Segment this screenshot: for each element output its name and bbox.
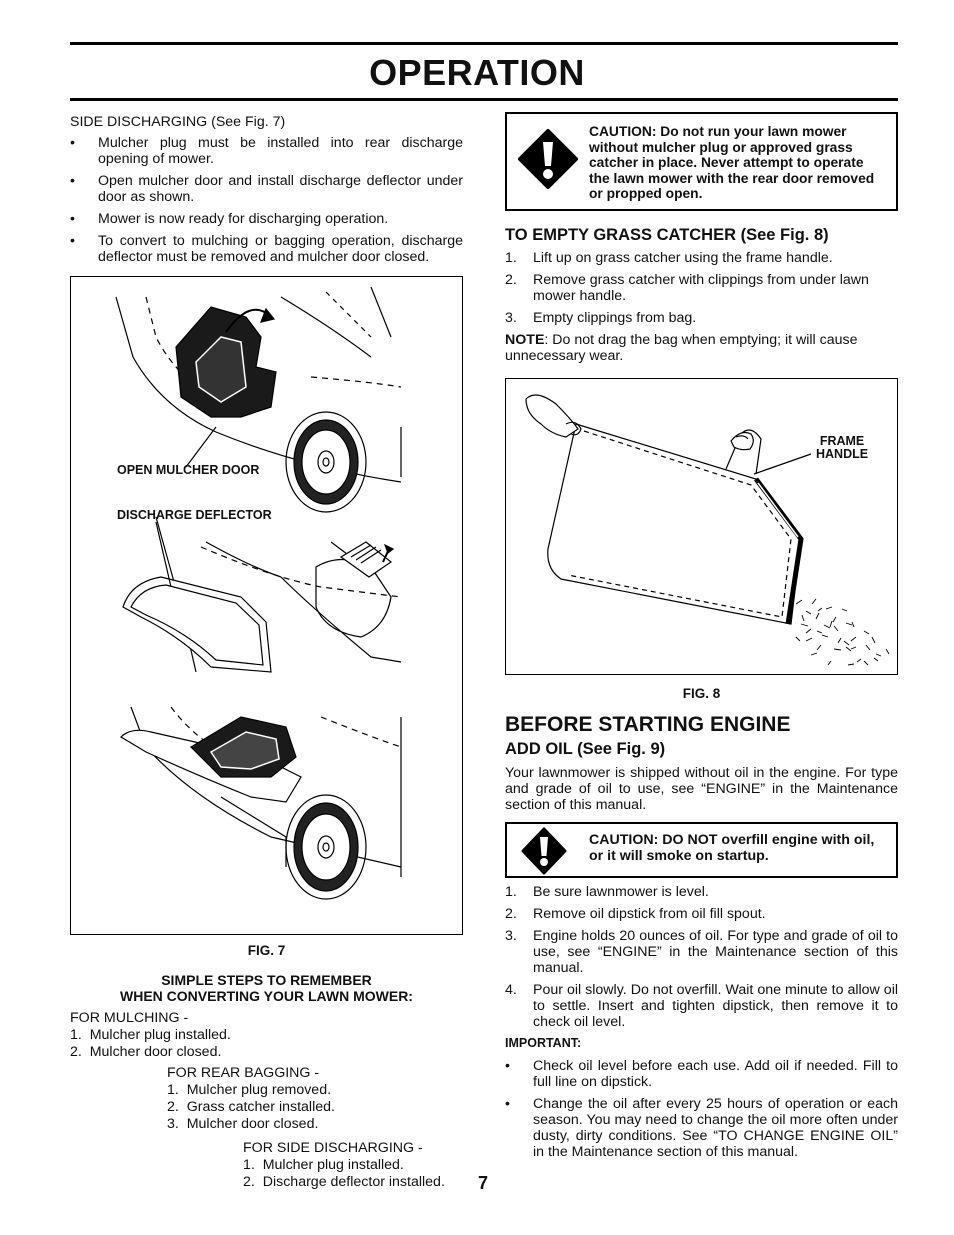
bullet-icon: •	[505, 1096, 510, 1112]
side-discharging-section	[70, 114, 463, 271]
bullet-icon: •	[70, 233, 75, 249]
list-item: 2. Discharge deflector installed.	[243, 1174, 445, 1190]
list-item: 3. Empty clippings from bag.	[505, 310, 697, 326]
bullet-item: • Check oil level before each use. Add oil if needed. Fill to full line on dipstick.	[505, 1058, 898, 1090]
discharging-heading: FOR SIDE DISCHARGING -	[243, 1140, 423, 1156]
list-item: 3. Mulcher door closed.	[167, 1116, 319, 1132]
list-item: 1. Lift up on grass catcher using the frame handle.	[505, 250, 833, 266]
mulching-steps	[70, 1010, 231, 1061]
figure-8-caption: FIG. 8	[682, 686, 721, 701]
list-item: 2. Grass catcher installed.	[167, 1099, 335, 1115]
bullet-item: • Mower is now ready for discharging operation.	[70, 211, 389, 227]
label-frame-handle	[816, 435, 868, 461]
mower-illustration	[71, 277, 461, 933]
warning-icon	[517, 128, 579, 194]
page-number: 7	[478, 1173, 489, 1193]
list-item: 4. Pour oil slowly. Do not overfill. Wait one minute to allow oil to settle. Insert and tighten dipstick, then remove it to check oil level.	[505, 982, 898, 1030]
steps-title-line-2: WHEN CONVERTING YOUR LAWN MOWER:	[120, 988, 413, 1004]
page-title: OPERATION	[369, 52, 585, 93]
list-item: 1. Mulcher plug installed.	[243, 1157, 404, 1173]
steps-title	[70, 972, 463, 1004]
bagging-heading: FOR REAR BAGGING -	[167, 1065, 320, 1081]
add-oil-heading: ADD OIL (See Fig. 9)	[505, 740, 666, 758]
list-item: 3. Engine holds 20 ounces of oil. For type and grade of oil to use, see “ENGINE” in the Maintenance section of this manual.	[505, 928, 898, 976]
bullet-icon: •	[505, 1058, 510, 1074]
label-open-mulcher-door: OPEN MULCHER DOOR	[117, 463, 260, 477]
add-oil-paragraph: Your lawnmower is shipped without oil in the engine. For type and grade of oil to use, see “ENGINE” in the Maintenance section of this manual.	[505, 765, 898, 813]
label-discharge-deflector: DISCHARGE DEFLECTOR	[117, 508, 272, 522]
figure-8	[505, 378, 898, 675]
note-text: : Do not drag the bag when emptying; it will cause unnecessary wear.	[505, 332, 858, 364]
list-item: 1. Mulcher plug installed.	[70, 1027, 231, 1043]
list-item: 2. Remove oil dipstick from oil fill spout.	[505, 906, 766, 922]
list-item: 2. Remove grass catcher with clippings from under lawn mower handle.	[505, 272, 869, 304]
bullet-icon: •	[70, 173, 75, 189]
caution-text-1: CAUTION: Do not run your lawn mower without mulcher plug or approved grass catcher in place. Never attempt to operate the lawn mower with the rear door removed or propped open.	[589, 124, 875, 201]
list-item: 1. Be sure lawnmower is level.	[505, 884, 709, 900]
discharging-steps	[243, 1140, 445, 1191]
header-rule-bottom	[70, 98, 898, 101]
label-handle: HANDLE	[816, 447, 869, 461]
bullet-item: • To convert to mulching or bagging operation, discharge deflector must be removed and mulcher door closed.	[70, 233, 463, 265]
grass-catcher-illustration	[506, 379, 896, 673]
list-item: 1. Mulcher plug removed.	[167, 1082, 332, 1098]
before-starting-heading: BEFORE STARTING ENGINE	[505, 713, 791, 736]
bagging-steps	[167, 1065, 335, 1133]
warning-icon	[521, 827, 567, 875]
empty-catcher-heading: TO EMPTY GRASS CATCHER (See Fig. 8)	[505, 226, 829, 244]
note-label: NOTE	[505, 332, 545, 348]
important-label: IMPORTANT:	[505, 1036, 582, 1050]
caution-text-2: CAUTION: DO NOT overfill engine with oil, or it will smoke on startup.	[589, 832, 875, 864]
caution-box-2	[505, 822, 898, 878]
bullet-item: • Open mulcher door and install discharge deflector under door as shown.	[70, 173, 463, 205]
empty-catcher-section	[505, 226, 898, 364]
steps-title-line-1: SIMPLE STEPS TO REMEMBER	[161, 972, 372, 988]
figure-7-caption: FIG. 7	[247, 943, 286, 958]
bullet-icon: •	[70, 211, 75, 227]
bullet-icon: •	[70, 135, 75, 151]
before-starting-section	[505, 713, 898, 813]
caution-box-1	[505, 112, 898, 211]
figure-7	[70, 276, 463, 935]
list-item: 2. Mulcher door closed.	[70, 1044, 222, 1060]
bullet-item: • Change the oil after every 25 hours of operation or each season. You may need to change the oil more often under dusty, dirty conditions. See “TO CHANGE ENGINE OIL” in the Maintenance section of this manual.	[505, 1096, 898, 1160]
header-rule-top	[70, 42, 898, 45]
label-frame: FRAME	[819, 434, 865, 448]
oil-steps-section	[505, 884, 898, 1166]
note-paragraph	[505, 332, 898, 364]
mulching-heading: FOR MULCHING -	[70, 1010, 189, 1026]
side-discharging-heading: SIDE DISCHARGING (See Fig. 7)	[70, 114, 286, 130]
bullet-item: • Mulcher plug must be installed into rear discharge opening of mower.	[70, 135, 463, 167]
